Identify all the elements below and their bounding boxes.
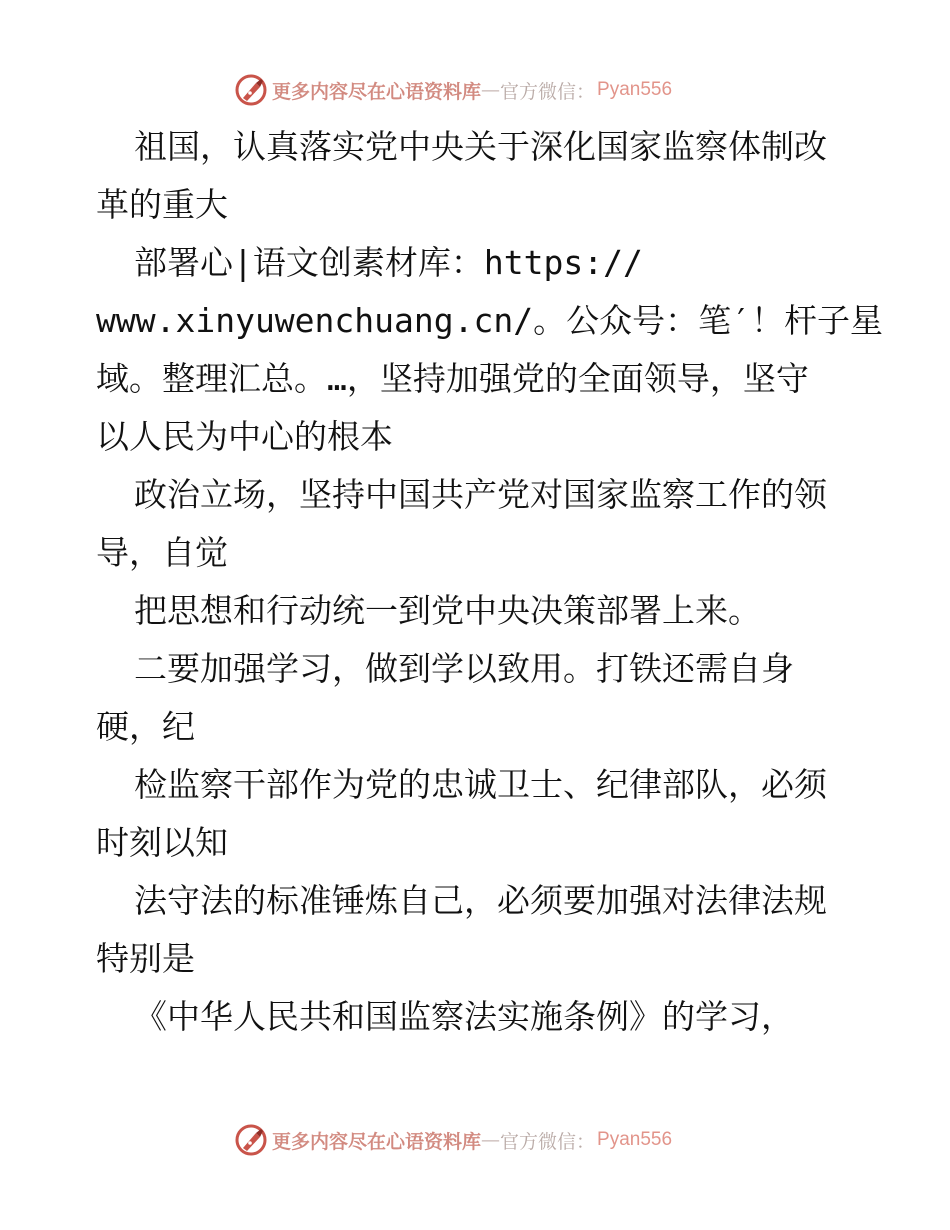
text-line: 检监察干部作为党的忠诚卫士、纪律部队，必须 bbox=[134, 765, 827, 804]
text-line: 把思想和行动统一到党中央决策部署上来。 bbox=[134, 591, 761, 630]
footer-banner bbox=[234, 1122, 672, 1158]
banner-main-text: 更多内容尽在心语资料库 bbox=[272, 80, 482, 103]
document-body bbox=[96, 118, 886, 1046]
text-line: 政治立场，坚持中国共产党对国家监察工作的领 bbox=[134, 475, 827, 514]
text-line: 法守法的标准锤炼自己，必须要加强对法律法规 bbox=[134, 881, 827, 920]
text-line: 部署心|语文创素材库：https:// bbox=[134, 243, 643, 282]
banner-wechat-id: Pyan556 bbox=[597, 79, 673, 100]
text-line: 特别是 bbox=[96, 939, 195, 978]
text-line: 革的重大 bbox=[96, 185, 228, 224]
text-line: www.xinyuwenchuang.cn/。公众号：笔′！杆子星 bbox=[96, 301, 883, 340]
text-line: 二要加强学习，做到学以致用。打铁还需自身 bbox=[134, 649, 794, 688]
banner-dash: — bbox=[481, 79, 501, 101]
banner-wechat-id: Pyan556 bbox=[597, 1129, 673, 1150]
pen-nib-logo-icon bbox=[234, 1123, 268, 1157]
banner-main-text: 更多内容尽在心语资料库 bbox=[272, 1130, 482, 1153]
banner-dash: — bbox=[481, 1129, 501, 1151]
text-line: 硬，纪 bbox=[96, 707, 195, 746]
text-line: 导，自觉 bbox=[96, 533, 228, 572]
text-line: 祖国，认真落实党中央关于深化国家监察体制改 bbox=[134, 127, 827, 166]
banner-wechat-label: 官方微信： bbox=[500, 1130, 596, 1153]
header-banner bbox=[234, 72, 672, 108]
text-line: 以人民为中心的根本 bbox=[96, 417, 393, 456]
pen-nib-logo-icon bbox=[234, 73, 268, 107]
text-line: 时刻以知 bbox=[96, 823, 228, 862]
banner-wechat-label: 官方微信： bbox=[500, 80, 596, 103]
text-line: 《中华人民共和国监察法实施条例》的学习， bbox=[134, 997, 794, 1036]
text-line: 域。整理汇总。…，坚持加强党的全面领导，坚守 bbox=[96, 359, 809, 398]
